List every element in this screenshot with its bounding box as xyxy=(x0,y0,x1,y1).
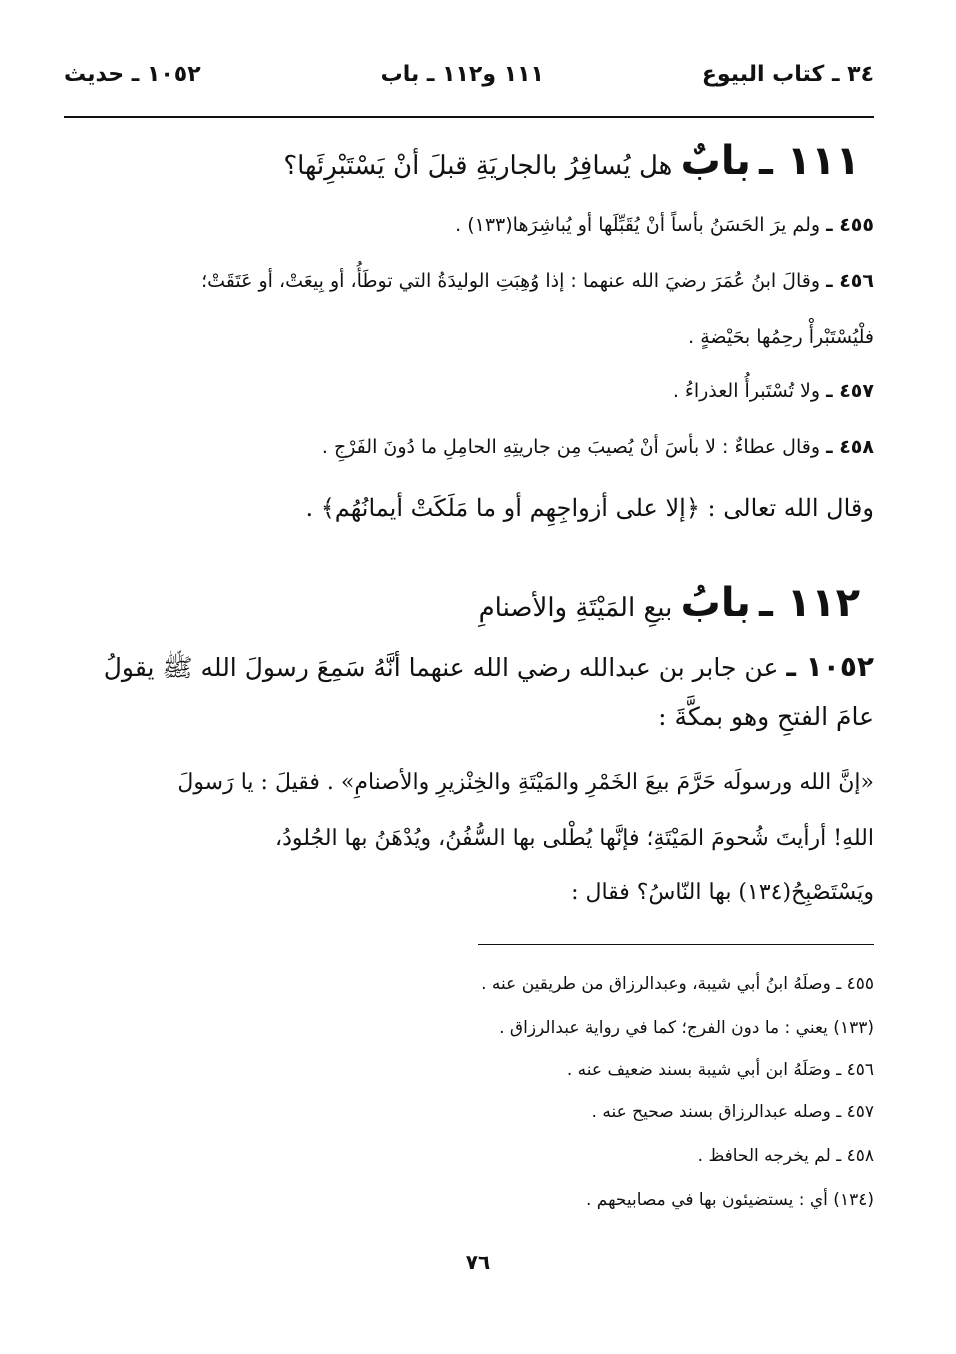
narration-number: ٤٥٥ ـ xyxy=(826,214,874,236)
hadith-text: عن جابر بن عبدالله رضي الله عنهما أنَّهُ سَمِعَ رسولَ الله ﷺ يقولُ xyxy=(103,653,779,682)
hadith-1052-line-5: ويَسْتَصْبِحُ(١٣٤) بها النّاسُ؟ فقال : xyxy=(571,880,874,905)
chapter-title: بيعِ المَيْتَةِ والأصنامِ xyxy=(478,593,673,623)
page-number: ٧٦ xyxy=(465,1250,491,1274)
footnote-457: ٤٥٧ ـ وصله عبدالرزاق بسند صحيح عنه . xyxy=(591,1102,874,1122)
quran-verse: وقال الله تعالى : ﴿إلا على أزواجِهِم أو ما مَلَكَتْ أيمانُهُم﴾ . xyxy=(305,494,874,522)
hadith-1052-line-2: عامَ الفتحِ وهو بمكَّةَ : xyxy=(658,702,874,731)
narration-456 xyxy=(201,270,874,292)
narration-number: ٤٥٨ ـ xyxy=(826,436,874,458)
chapter-title: هل يُسافِرُ بالجاريَةِ قبلَ أنْ يَسْتَبْرِئَها؟ xyxy=(283,151,673,181)
chapter-112-heading xyxy=(479,580,860,626)
running-header xyxy=(64,62,874,102)
footnote-458: ٤٥٨ ـ لم يخرجه الحافظ . xyxy=(697,1146,874,1166)
narration-text: وقال عطاءٌ : لا بأسَ أنْ يُصيبَ مِن جاريتِهِ الحامِلِ ما دُونَ الفَرْجِ . xyxy=(321,436,821,458)
footnote-134: (١٣٤) أي : يستضيئون بها في مصابيحهم . xyxy=(585,1190,874,1210)
narration-text: ولا تُسْتَبرأُ العذراءُ . xyxy=(672,380,821,402)
footnote-455: ٤٥٥ ـ وصلَهُ ابنُ أبي شيبة، وعبدالرزاق من طريقين عنه . xyxy=(481,974,874,994)
header-hadith-number: ١٠٥٢ ـ حديث xyxy=(64,62,201,87)
hadith-1052-line-1 xyxy=(104,650,874,689)
chapter-number: ١١٢ ـ xyxy=(759,580,860,626)
narration-456-continued xyxy=(688,326,874,348)
narration-text: فلْيُسْتَبْرأْ رحِمُها بحَيْضةٍ . xyxy=(688,326,874,348)
hadith-1052-line-4: اللهِ! أرأيتَ شُحومَ المَيْتَةِ؛ فإنَّها يُطْلى بها السُّفُنُ، ويُدْهَنُ بها الجُلودُ، xyxy=(275,826,874,851)
narration-457 xyxy=(673,380,874,402)
footnote-divider xyxy=(478,944,874,945)
narration-455 xyxy=(455,214,874,236)
narration-458 xyxy=(322,436,874,458)
narration-text: ولم يرَ الحَسَنُ بأساً أنْ يُقَبِّلَها أو يُباشِرَها(١٣٣) . xyxy=(455,214,821,236)
footnote-456: ٤٥٦ ـ وصَلَهُ ابن أبي شيبة بسند ضعيف عنه . xyxy=(566,1060,874,1080)
hadith-1052-line-3: «إنَّ الله ورسولَه حَرَّمَ بيعَ الخَمْرِ والمَيْتَةِ والخِنْزيرِ والأصنامِ» . فقيلَ : يا رَسولَ xyxy=(177,770,874,795)
chapter-number: ١١١ ـ xyxy=(759,138,860,184)
hadith-number: ١٠٥٢ ـ xyxy=(786,650,874,683)
header-chapter-range: ١١١ و١١٢ ـ باب xyxy=(380,62,544,87)
narration-number: ٤٥٦ ـ xyxy=(826,270,874,292)
header-book-title: ٣٤ ـ كتاب البيوع xyxy=(701,62,874,87)
footnote-133: (١٣٣) يعني : ما دون الفرج؛ كما في رواية عبدالرزاق . xyxy=(499,1018,874,1038)
narration-text: وقالَ ابنُ عُمَرَ رضيَ الله عنهما : إذا وُهِبَتِ الوليدَةُ التي توطَأُ، أو بِيعَتْ، أو عَتَقَتْ؛ xyxy=(201,270,821,292)
narration-number: ٤٥٧ ـ xyxy=(826,380,874,402)
header-divider xyxy=(64,116,874,118)
chapter-keyword: بابٌ xyxy=(680,138,751,184)
chapter-111-heading xyxy=(283,138,860,184)
chapter-keyword: بابُ xyxy=(680,580,751,626)
